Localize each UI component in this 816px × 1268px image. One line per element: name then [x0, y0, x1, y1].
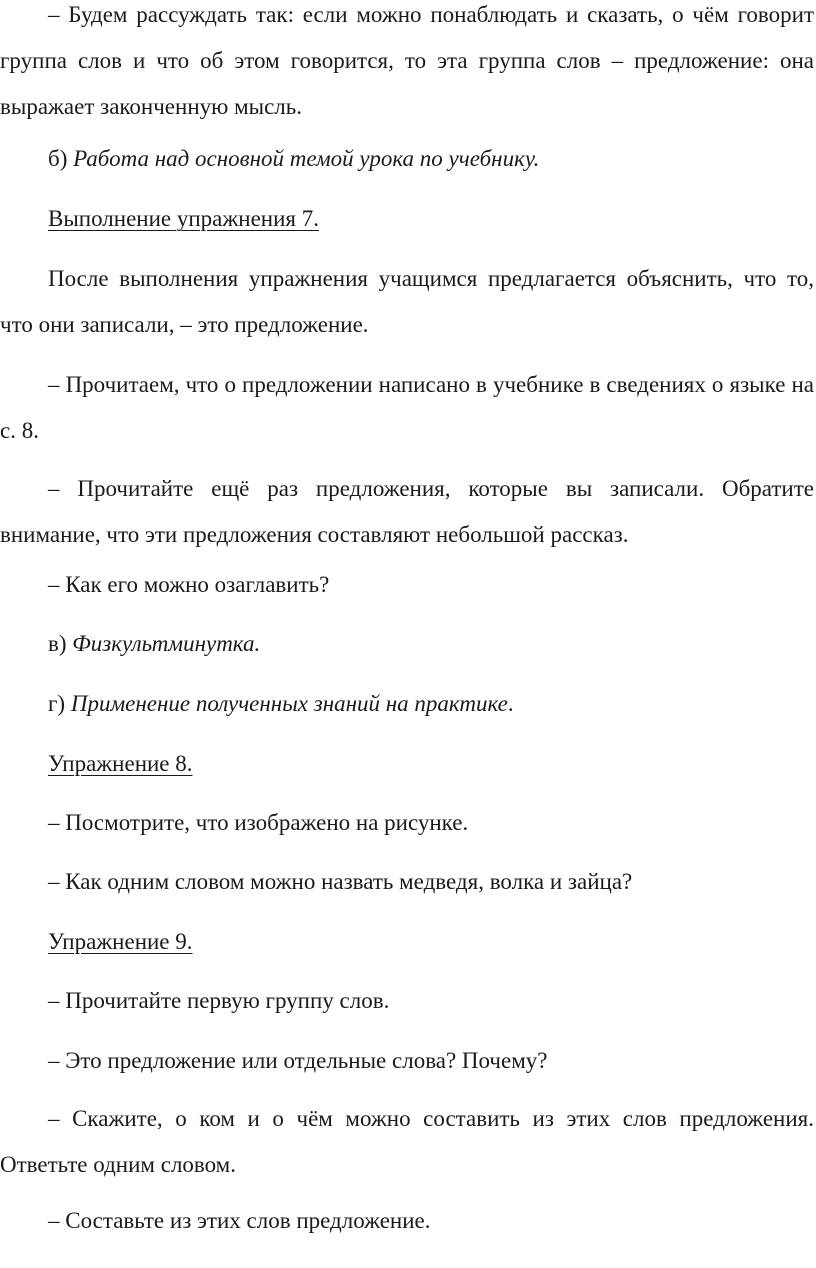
paragraph-after-exercise	[0, 256, 814, 348]
paragraph-title-question	[0, 562, 814, 608]
section-letter: б)	[48, 146, 74, 171]
paragraph-reread	[0, 466, 814, 558]
section-title-tail: .	[507, 691, 514, 716]
paragraph-text: – Посмотрите, что изображено на рисунке.	[48, 810, 469, 835]
paragraph-text: – Как одним словом можно назвать медведя, волка и зайца?	[48, 869, 633, 894]
section-title: Физкультминутка.	[72, 631, 261, 656]
paragraph-read-textbook	[0, 362, 814, 454]
exercise-9-heading	[0, 919, 814, 965]
paragraph-one-word	[0, 859, 814, 905]
exercise-7-heading	[0, 196, 814, 242]
section-b-heading	[0, 136, 814, 182]
exercise-title: Упражнение 8.	[48, 751, 193, 776]
paragraph-compose-sentence	[0, 1198, 814, 1244]
paragraph-text: После выполнения упражнения учащимся предлагается объяснить, что то, что они записали, – это предложение.	[0, 266, 814, 337]
paragraph-text: – Прочитайте ещё раз предложения, которые вы записали. Обратите внимание, что эти предложения составляют небольшой рассказ.	[0, 476, 814, 547]
paragraph-whom-what	[0, 1096, 814, 1188]
paragraph-sentence-or-words	[0, 1038, 814, 1084]
paragraph-text: – Прочитаем, что о предложении написано в учебнике в сведениях о языке на с. 8.	[0, 372, 814, 443]
section-title: Применение полученных знаний на практике	[70, 691, 508, 716]
paragraph-text: – Прочитайте первую группу слов.	[48, 988, 390, 1013]
section-title: Работа над основной темой урока по учебнику.	[73, 146, 540, 171]
section-letter: г)	[48, 691, 71, 716]
exercise-title: Упражнение 9.	[48, 929, 193, 954]
exercise-title: Выполнение упражнения 7.	[48, 206, 319, 231]
paragraph-text: – Скажите, о ком и о чём можно составить из этих слов предложения. Ответьте одним словом.	[0, 1106, 814, 1177]
exercise-8-heading	[0, 741, 814, 787]
section-letter: в)	[48, 631, 73, 656]
paragraph-text: – Как его можно озаглавить?	[48, 572, 330, 597]
paragraph-text: – Это предложение или отдельные слова? Почему?	[48, 1048, 548, 1073]
paragraph-reasoning	[0, 0, 814, 130]
paragraph-text: – Составьте из этих слов предложение.	[48, 1208, 431, 1233]
section-v-heading	[0, 621, 814, 667]
paragraph-text: – Будем рассуждать так: если можно понаблюдать и сказать, о чём говорит группа слов и что об этом говорится, то эта группа слов – предложение: она выражает законченную мысль.	[0, 2, 814, 119]
paragraph-read-first-group	[0, 978, 814, 1024]
section-g-heading	[0, 681, 814, 727]
paragraph-look-picture	[0, 800, 814, 846]
